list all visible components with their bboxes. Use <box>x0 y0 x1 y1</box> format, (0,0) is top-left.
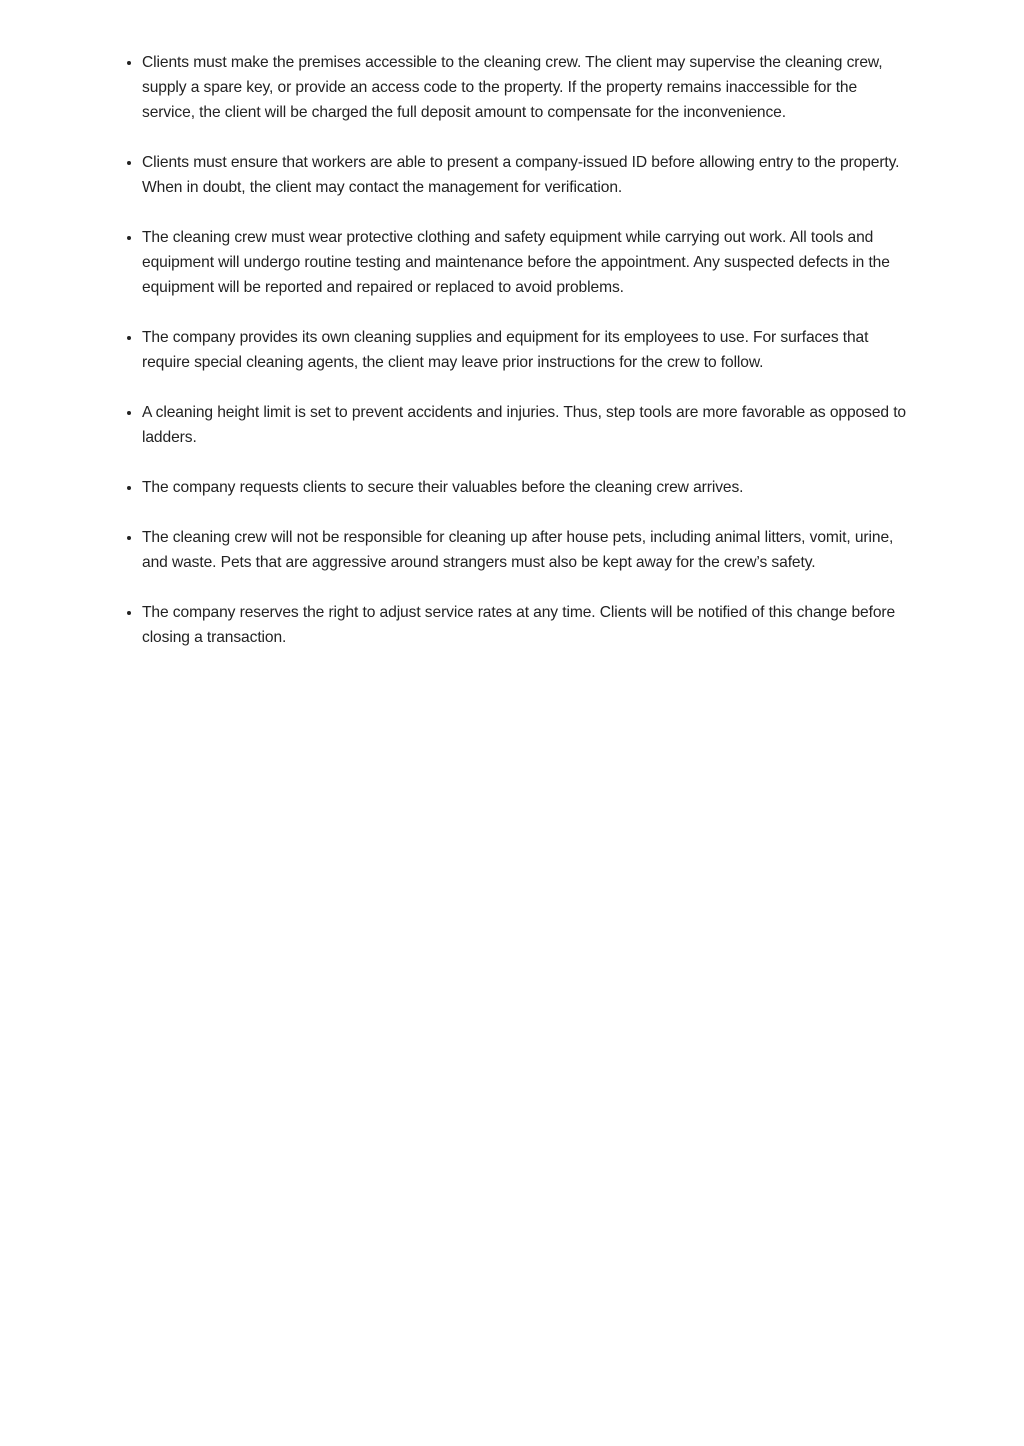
rules-list <box>124 50 912 675</box>
rule-item: • Clients must make the premises accessible to the cleaning crew. The client may supervise the cleaning crew, supply a spare key, or provide an access code to the property. If the property remains inaccessible for the service, the client will be charged the full deposit amount to compensate for the inconvenience. <box>142 50 912 125</box>
rule-item: • The company provides its own cleaning supplies and equipment for its employees to use. For surfaces that require special cleaning agents, the client may leave prior instructions for the crew to follow. <box>142 325 912 375</box>
rule-item: • The cleaning crew will not be responsible for cleaning up after house pets, including animal litters, vomit, urine, and waste. Pets that are aggressive around strangers must also be kept away for the crew’s safety. <box>142 525 912 575</box>
rule-item: • The cleaning crew must wear protective clothing and safety equipment while carrying out work. All tools and equipment will undergo routine testing and maintenance before the appointment. Any suspected defects in the equipment will be reported and repaired or replaced to avoid problems. <box>142 225 912 300</box>
rule-item: • A cleaning height limit is set to prevent accidents and injuries. Thus, step tools are more favorable as opposed to ladders. <box>142 400 912 450</box>
rule-item: • The company requests clients to secure their valuables before the cleaning crew arrives. <box>142 475 912 500</box>
rule-item: • Clients must ensure that workers are able to present a company-issued ID before allowing entry to the property. When in doubt, the client may contact the management for verification. <box>142 150 912 200</box>
rule-item: • The company reserves the right to adjust service rates at any time. Clients will be notified of this change before closing a transaction. <box>142 600 912 650</box>
